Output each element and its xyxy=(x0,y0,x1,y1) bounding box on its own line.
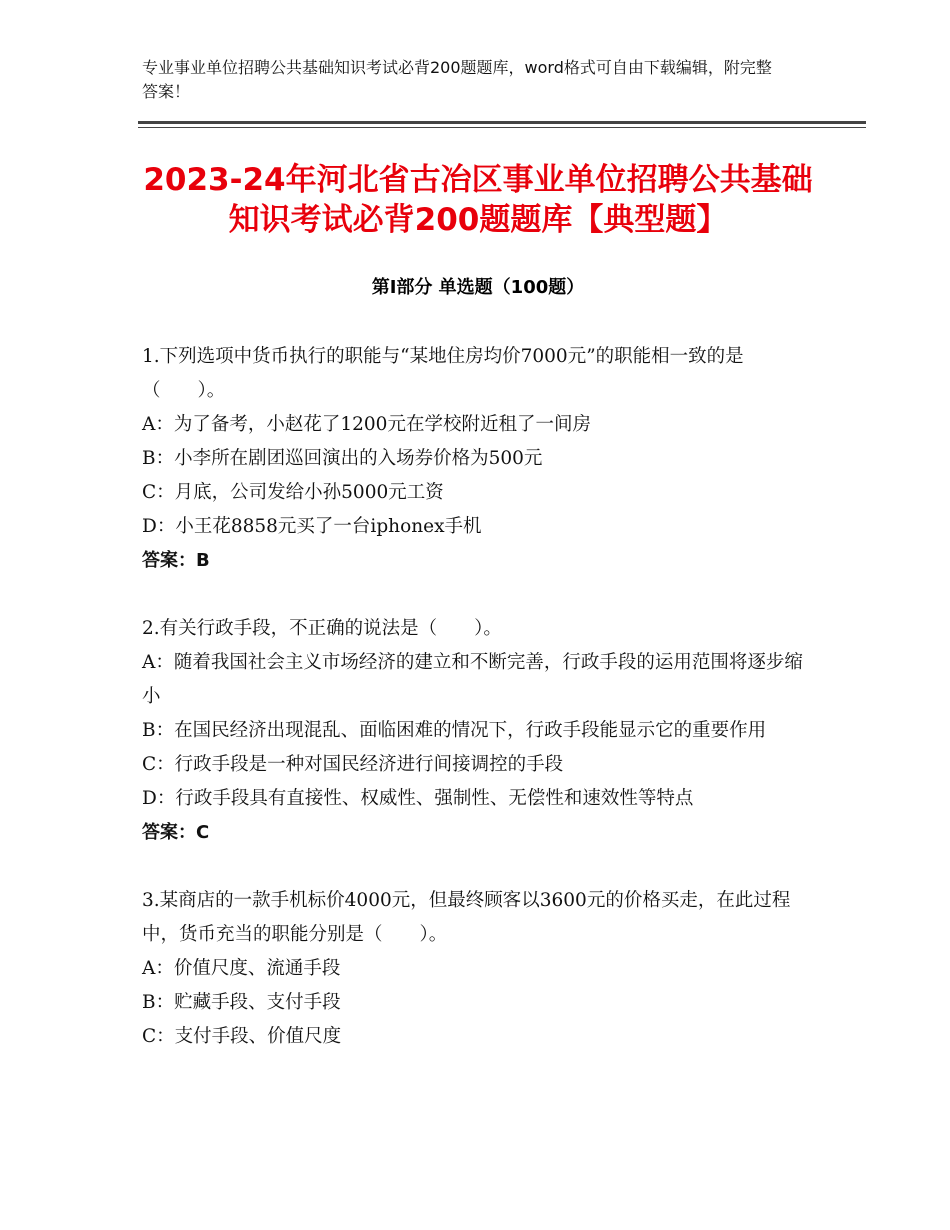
question-3 xyxy=(142,884,812,1054)
option-b: B：贮藏手段、支付手段 xyxy=(142,992,341,1013)
option-c: C：支付手段、价值尺度 xyxy=(142,1026,342,1047)
questions-body xyxy=(142,340,812,1088)
document-title: 2023-24年河北省古冶区事业单位招聘公共基础知识考试必背200题题库【典型题】 xyxy=(143,162,813,238)
option-d: D：小王花8858元买了一台iphonex手机 xyxy=(142,516,482,537)
option-a: A：随着我国社会主义市场经济的建立和不断完善，行政手段的运用范围将逐步缩小 xyxy=(142,652,803,707)
header-rule-thick xyxy=(138,121,866,124)
option-a: A：为了备考，小赵花了1200元在学校附近租了一间房 xyxy=(142,414,591,435)
header-note: 专业事业单位招聘公共基础知识考试必背200题题库，word格式可自由下载编辑，附完整答案！ xyxy=(142,58,772,101)
header-rule-thin xyxy=(138,127,866,128)
answer: 答案：C xyxy=(142,822,210,843)
question-stem: 1.下列选项中货币执行的职能与“某地住房均价7000元”的职能相一致的是（ ）。 xyxy=(142,346,744,401)
option-c: C：月底，公司发给小孙5000元工资 xyxy=(142,482,444,503)
answer: 答案：B xyxy=(142,550,210,571)
option-a: A：价值尺度、流通手段 xyxy=(142,958,341,979)
question-1 xyxy=(142,340,812,578)
option-d: D：行政手段具有直接性、权威性、强制性、无偿性和速效性等特点 xyxy=(142,788,694,809)
option-b: B：小李所在剧团巡回演出的入场券价格为500元 xyxy=(142,448,543,469)
section-title: 第Ⅰ部分 单选题（100题） xyxy=(371,277,585,298)
option-c: C：行政手段是一种对国民经济进行间接调控的手段 xyxy=(142,754,564,775)
question-stem: 3.某商店的一款手机标价4000元，但最终顾客以3600元的价格买走，在此过程中，货币充当的职能分别是（ ）。 xyxy=(142,890,791,945)
question-2 xyxy=(142,612,812,850)
question-stem: 2.有关行政手段，不正确的说法是（ ）。 xyxy=(142,618,502,639)
option-b: B：在国民经济出现混乱、面临困难的情况下，行政手段能显示它的重要作用 xyxy=(142,720,767,741)
